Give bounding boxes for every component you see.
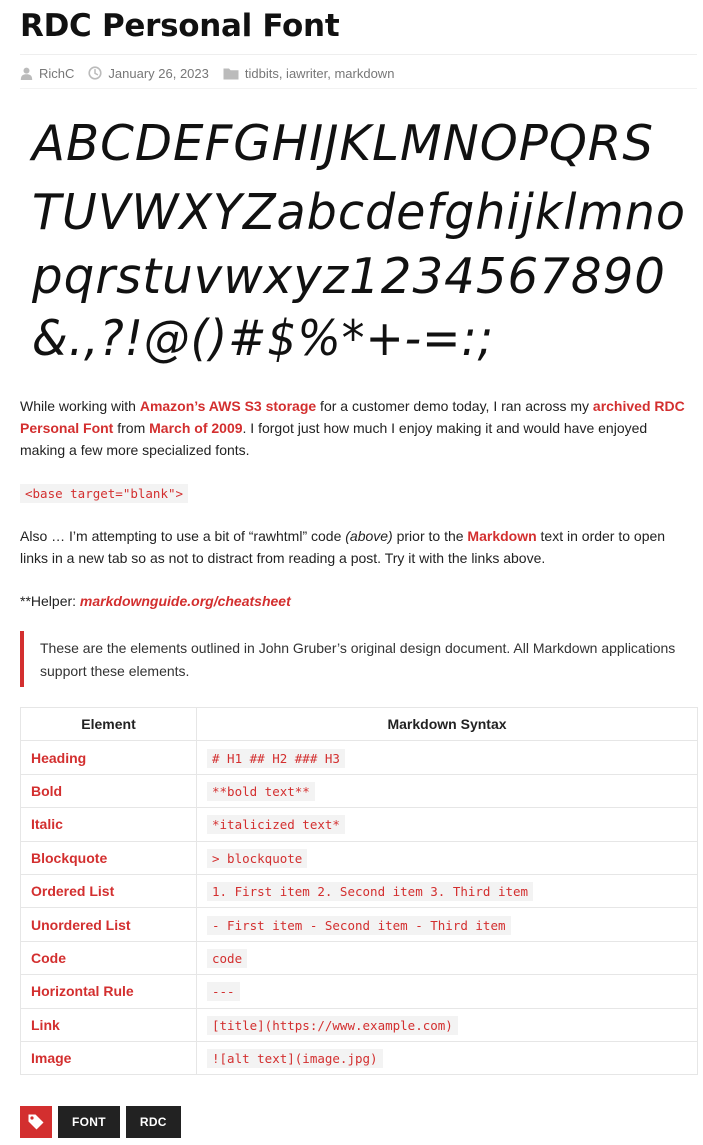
blockquote	[20, 631, 685, 687]
syntax-code: [title](https://www.example.com)	[207, 1016, 458, 1035]
table-row	[21, 908, 698, 941]
syntax-code: code	[207, 949, 247, 968]
table-row	[21, 841, 698, 874]
syntax-cell	[197, 874, 698, 907]
font-sample-line-3: pqrstuvwxyz1234567890	[31, 248, 666, 305]
syntax-cell	[197, 941, 698, 974]
also-paragraph	[20, 525, 685, 569]
aws-s3-link[interactable]: Amazon’s AWS S3 storage	[139, 398, 317, 414]
helper-paragraph	[20, 590, 685, 612]
element-cell: Blockquote	[21, 841, 197, 874]
syntax-cell	[197, 1041, 698, 1074]
element-cell: Code	[21, 941, 197, 974]
syntax-cell	[197, 841, 698, 874]
table-row	[21, 874, 698, 907]
markdown-syntax-table	[20, 707, 698, 1075]
syntax-code: 1. First item 2. Second item 3. Third item	[207, 882, 533, 901]
syntax-code: - First item - Second item - Third item	[207, 916, 511, 935]
element-cell: Unordered List	[21, 908, 197, 941]
table-row	[21, 774, 698, 807]
also-text-2: prior to the	[392, 528, 468, 544]
element-cell: Link	[21, 1008, 197, 1041]
folder-icon	[223, 67, 239, 80]
above-emphasis: (above)	[345, 528, 393, 544]
also-text-1: Also … I’m attempting to use a bit of “rawhtml” code	[20, 528, 346, 544]
intro-text-3: from	[113, 420, 150, 436]
syntax-cell	[197, 741, 698, 774]
header-element: Element	[21, 708, 197, 741]
archived-font-link[interactable]: archived RDC Personal Font	[20, 398, 685, 436]
meta-categories	[223, 66, 395, 81]
blockquote-text: These are the elements outlined in John Gruber’s original design document. All Markdown applications support these elements.	[40, 640, 676, 679]
syntax-cell	[197, 774, 698, 807]
table-row	[21, 941, 698, 974]
handwritten-font-sample-image	[28, 108, 698, 370]
clock-icon	[88, 66, 102, 80]
header-syntax: Markdown Syntax	[197, 708, 698, 741]
font-sample-line-2: TUVWXYZabcdefghijklmno	[32, 184, 686, 241]
march-2009-link[interactable]: March of 2009	[149, 420, 243, 436]
syntax-cell	[197, 975, 698, 1008]
table-row	[21, 1041, 698, 1074]
table-row	[21, 975, 698, 1008]
syntax-cell	[197, 1008, 698, 1041]
post-meta	[20, 64, 408, 82]
intro-text-1: While working with	[20, 398, 140, 414]
intro-text-2: for a customer demo today, I ran across my	[316, 398, 593, 414]
post-title: RDC Personal Font	[20, 8, 340, 44]
date-link[interactable]: January 26, 2023	[108, 65, 209, 81]
tag-rdc[interactable]: RDC	[126, 1106, 181, 1138]
cheatsheet-link[interactable]: markdownguide.org/cheatsheet	[79, 593, 291, 609]
font-sample-line-4: &.,?!@()#$%*+-=:;	[32, 310, 494, 367]
author-link[interactable]: RichC	[39, 65, 75, 81]
categories-links[interactable]: tidbits, iawriter, markdown	[244, 65, 395, 81]
element-cell: Horizontal Rule	[21, 975, 197, 1008]
element-cell: Ordered List	[21, 874, 197, 907]
syntax-code: ![alt text](image.jpg)	[207, 1049, 383, 1068]
element-cell: Bold	[21, 774, 197, 807]
element-cell: Image	[21, 1041, 197, 1074]
syntax-code: # H1 ## H2 ### H3	[207, 749, 345, 768]
tag-icon	[27, 1113, 45, 1131]
element-cell: Heading	[21, 741, 197, 774]
intro-text-4: . I forgot just how much I enjoy making it and would have enjoyed making a few more specialized fonts.	[20, 420, 648, 458]
table-row	[21, 741, 698, 774]
syntax-cell	[197, 808, 698, 841]
user-icon	[20, 67, 33, 80]
intro-paragraph	[20, 395, 685, 461]
code-snippet-row	[20, 485, 188, 503]
meta-divider	[20, 88, 697, 89]
syntax-code: ---	[207, 982, 240, 1001]
syntax-code: > blockquote	[207, 849, 307, 868]
tag-font[interactable]: FONT	[58, 1106, 120, 1138]
post-tags	[20, 1106, 187, 1138]
markdown-link[interactable]: Markdown	[467, 528, 537, 544]
table-row	[21, 808, 698, 841]
font-sample-line-1: ABCDEFGHIJKLMNOPQRS	[29, 115, 655, 172]
tags-icon-box	[20, 1106, 52, 1138]
element-cell: Italic	[21, 808, 197, 841]
also-text-3: text in order to open links in a new tab so as not to distract from reading a post. Try it with the links above.	[20, 528, 666, 566]
syntax-code: *italicized text*	[207, 815, 345, 834]
meta-date	[88, 66, 208, 81]
meta-author	[20, 66, 74, 81]
syntax-cell	[197, 908, 698, 941]
title-divider	[20, 54, 697, 55]
table-header-row	[21, 708, 698, 741]
helper-label: **Helper:	[20, 593, 80, 609]
code-snippet: <base target="blank">	[20, 484, 188, 503]
table-row	[21, 1008, 698, 1041]
syntax-code: **bold text**	[207, 782, 315, 801]
